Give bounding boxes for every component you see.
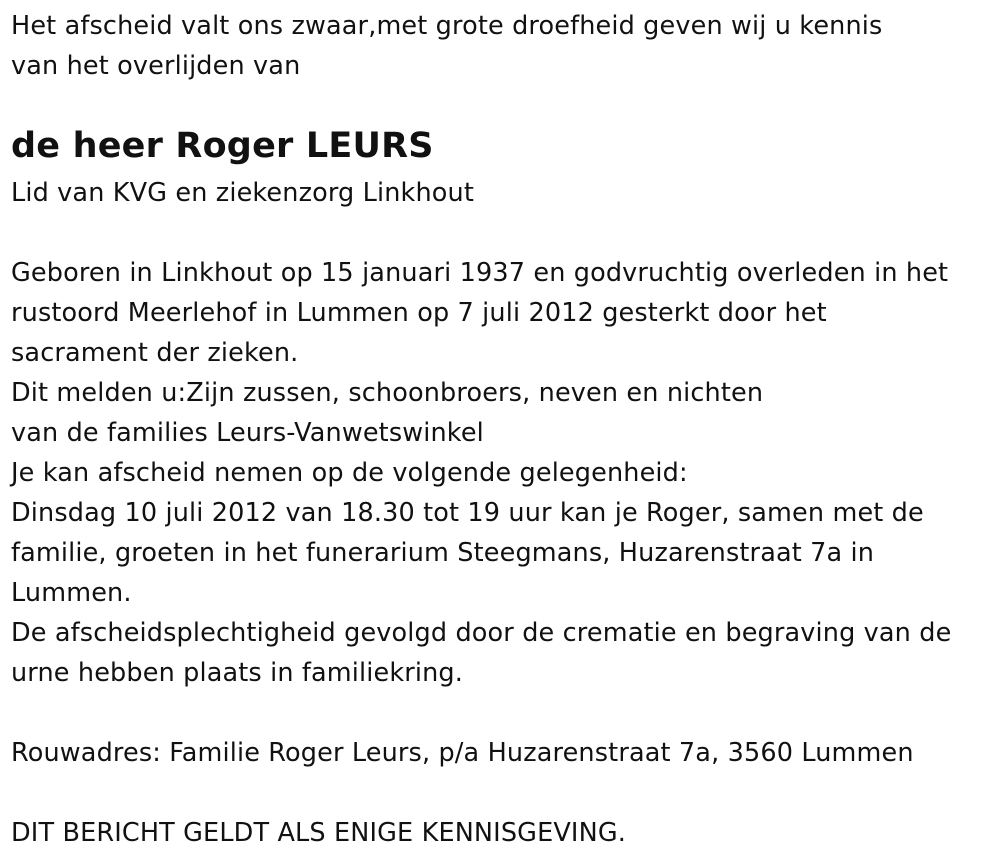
body-line: Dinsdag 10 juli 2012 van 18.30 tot 19 uur kan je Roger, samen met de xyxy=(11,498,924,528)
body-line: Je kan afscheid nemen op de volgende gelegenheid: xyxy=(11,458,688,488)
body-line: rustoord Meerlehof in Lummen op 7 juli 2012 gesterkt door het xyxy=(11,298,827,328)
body-line: urne hebben plaats in familiekring. xyxy=(11,658,464,688)
body-line: sacrament der zieken. xyxy=(11,338,299,368)
deceased-affiliation: Lid van KVG en ziekenzorg Linkhout xyxy=(11,178,474,208)
intro-text xyxy=(11,6,882,86)
body-line: De afscheidsplechtigheid gevolgd door de crematie en begraving van de xyxy=(11,618,952,648)
body-line: van de families Leurs-Vanwetswinkel xyxy=(11,418,484,448)
affiliation-block xyxy=(11,173,474,213)
official-notice: DIT BERICHT GELDT ALS ENIGE KENNISGEVING. xyxy=(11,818,626,848)
mourning-address-block xyxy=(11,733,914,773)
deceased-name-block xyxy=(11,126,434,166)
intro-line: van het overlijden van xyxy=(11,51,301,81)
intro-line: Het afscheid valt ons zwaar,met grote droefheid geven wij u kennis xyxy=(11,11,883,41)
body-line: Lummen. xyxy=(11,578,132,608)
deceased-name: de heer Roger LEURS xyxy=(11,126,434,166)
body-line: familie, groeten in het funerarium Steegmans, Huzarenstraat 7a in xyxy=(11,538,875,568)
mourning-address: Rouwadres: Familie Roger Leurs, p/a Huzarenstraat 7a, 3560 Lummen xyxy=(11,738,914,768)
notice-block xyxy=(11,813,626,853)
body-line: Dit melden u:Zijn zussen, schoonbroers, neven en nichten xyxy=(11,378,764,408)
obituary-body xyxy=(11,253,951,693)
body-line: Geboren in Linkhout op 15 januari 1937 en godvruchtig overleden in het xyxy=(11,258,949,288)
